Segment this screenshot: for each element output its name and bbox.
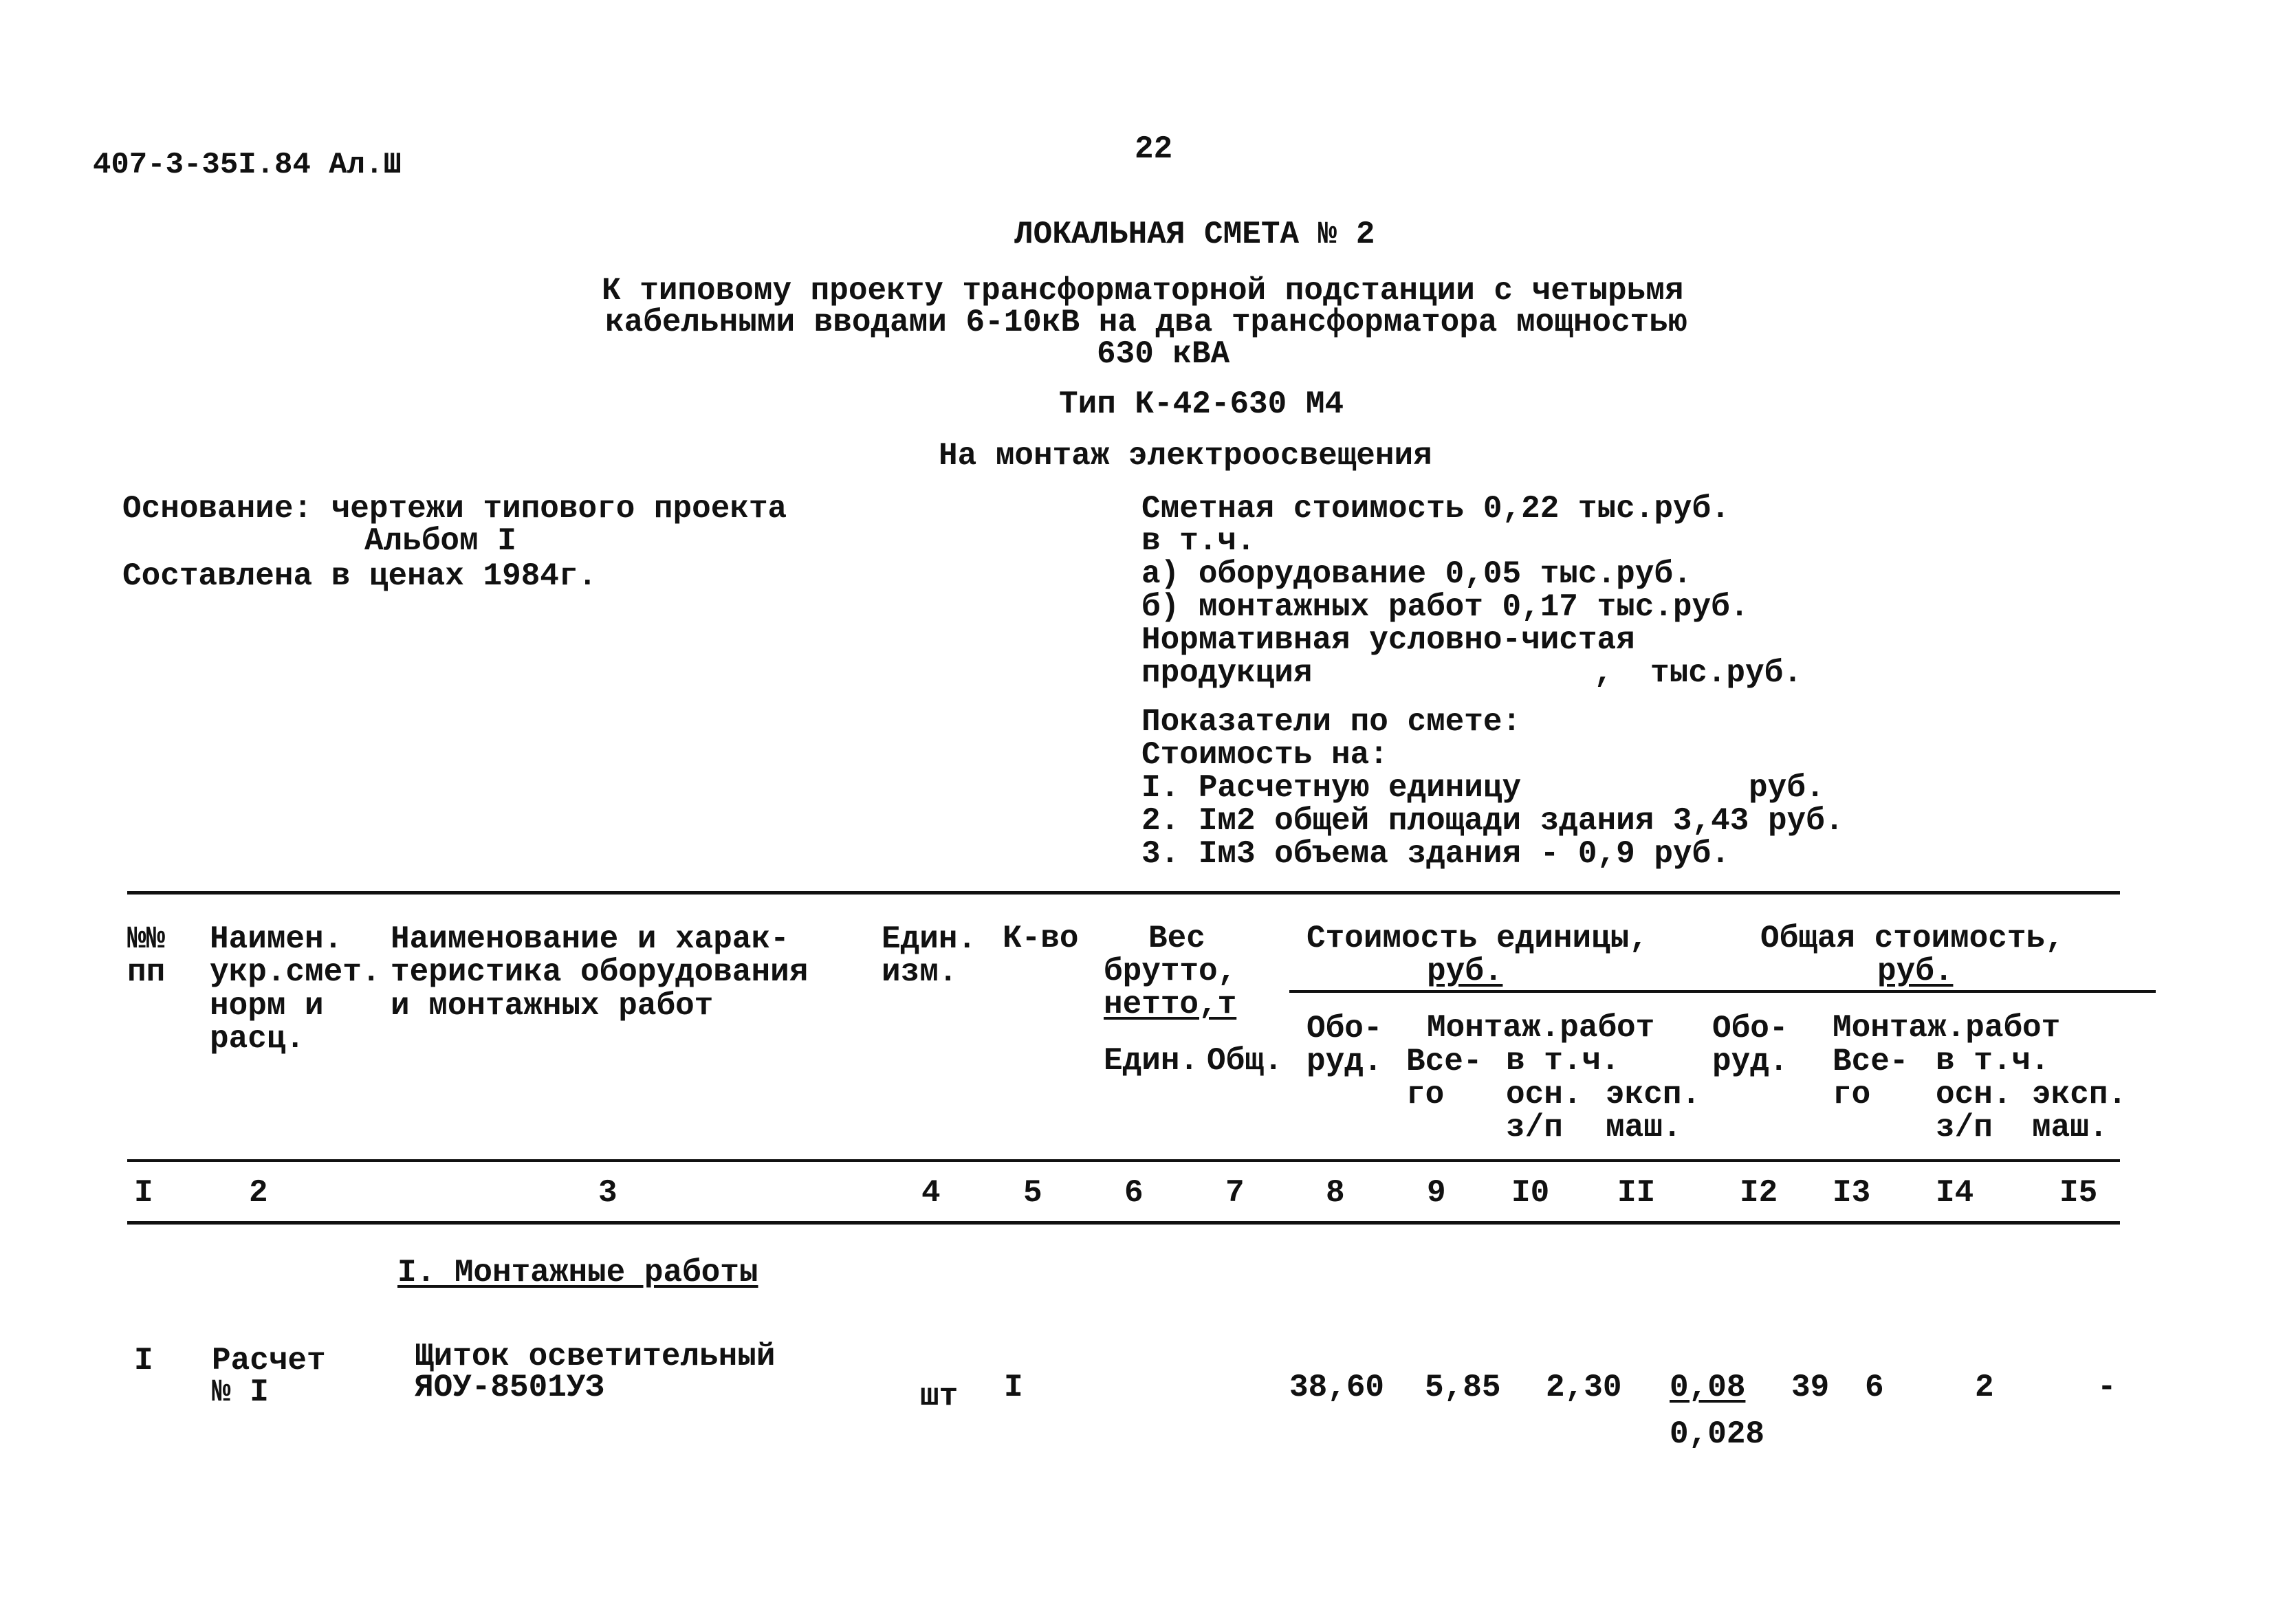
row-equipment-unit-cost: 38,60 [1289, 1370, 1385, 1405]
header-incl-unit: в т.ч. [1506, 1043, 1620, 1079]
header-equipment-total: Обо- руд. [1712, 1011, 1789, 1080]
header-unit: Един. изм. [882, 921, 977, 991]
header-norm-ref: Наимен. укр.смет. норм и расц. [210, 921, 381, 1057]
row-wages-total-cost: 2 [1975, 1370, 1994, 1405]
column-number: 5 [1023, 1175, 1042, 1211]
header-weight-1: Вес [1148, 921, 1205, 956]
header-all-total: Все- го [1833, 1044, 1909, 1113]
header-all-unit: Все- го [1406, 1044, 1483, 1113]
header-machines-total: эксп. маш. [2032, 1077, 2128, 1146]
basis-line-1: Основание: чертежи типового проекта [122, 491, 787, 527]
column-number: 3 [598, 1175, 617, 1211]
row-norm-ref-1: Расчет [212, 1343, 326, 1379]
header-description: Наименование и харак- теристика оборудования и монтажных работ [391, 921, 809, 1024]
header-quantity: К-во [1003, 921, 1079, 956]
basis-line-2: Альбом I [364, 523, 516, 559]
cost-group-rule [1289, 990, 2156, 993]
header-total-cost: Общая стоимость, [1760, 921, 2064, 956]
indicator-1-unit: руб. [1749, 770, 1825, 806]
column-number: I3 [1833, 1175, 1871, 1211]
header-unit-cost: Стоимость единицы, [1307, 921, 1648, 956]
header-wages-unit: осн. з/п [1506, 1077, 1582, 1146]
normative-line-1: Нормативная условно-чистая [1141, 622, 1635, 658]
section-title: I. Монтажные работы [397, 1255, 758, 1291]
header-weight-3: нетто,т [1104, 987, 1237, 1022]
header-incl-total: в т.ч. [1936, 1043, 2050, 1079]
document-title: ЛОКАЛЬНАЯ СМЕТА № 2 [1014, 217, 1375, 252]
indicators-title: Показатели по смете: [1141, 704, 1522, 740]
column-number: II [1617, 1175, 1656, 1211]
row-equipment-total-cost: 39 [1791, 1370, 1830, 1405]
row-description-2: ЯОУ-8501УЗ [415, 1370, 605, 1405]
header-installation-total: Монтаж.работ [1833, 1010, 2061, 1046]
normative-line-2-comma: , [1594, 655, 1613, 691]
cost-on-label: Стоимость на: [1141, 737, 1388, 773]
row-machines-unit-cost-wages: 0,028 [1670, 1416, 1765, 1452]
purpose-line: На монтаж электроосвещения [939, 438, 1432, 474]
header-weight-unit: Един. [1104, 1043, 1199, 1079]
header-weight-2: брутто, [1104, 954, 1237, 989]
header-total-cost-rub: руб. [1877, 954, 1954, 989]
row-installation-total-cost: 6 [1865, 1370, 1884, 1405]
document-reference: 407-3-35I.84 Ал.Ш [93, 148, 402, 182]
normative-line-2-label: продукция [1141, 655, 1313, 691]
column-number: 9 [1427, 1175, 1446, 1211]
type-line: Тип К-42-630 М4 [1059, 386, 1344, 422]
page-number: 22 [1135, 131, 1173, 167]
subtitle-line-3: 630 кВА [1097, 336, 1230, 372]
indicator-1-label: I. Расчетную единицу [1141, 770, 1522, 806]
basis-line-3: Составлена в ценах 1984г. [122, 558, 598, 594]
row-number: I [134, 1343, 153, 1379]
table-top-rule [127, 891, 2120, 895]
indicator-3: 3. Iм3 объема здания - 0,9 руб. [1141, 836, 1730, 872]
cost-including: в т.ч. [1141, 523, 1256, 559]
subtitle-line-2: кабельными вводами 6-10кВ на два трансформатора мощностью [605, 305, 1687, 340]
estimated-cost: Сметная стоимость 0,22 тыс.руб. [1141, 491, 1730, 527]
column-number: 6 [1124, 1175, 1144, 1211]
column-number: I2 [1740, 1175, 1778, 1211]
column-number: I0 [1511, 1175, 1550, 1211]
header-equipment-unit: Обо- руд. [1307, 1011, 1383, 1080]
header-weight-total: Общ. [1207, 1043, 1283, 1079]
column-number: 8 [1326, 1175, 1345, 1211]
column-number: 7 [1225, 1175, 1245, 1211]
header-bottom-rule [127, 1159, 2120, 1162]
header-unit-cost-rub: руб. [1427, 954, 1503, 989]
column-numbers-rule [127, 1221, 2120, 1225]
column-number: I5 [2059, 1175, 2098, 1211]
column-number: I4 [1936, 1175, 1974, 1211]
row-machines-total-cost: - [2097, 1370, 2117, 1405]
header-row-number: №№ пп [127, 921, 166, 991]
row-norm-ref-2: № I [212, 1374, 269, 1410]
row-machines-unit-cost: 0,08 [1670, 1370, 1746, 1405]
indicator-2: 2. Iм2 общей площади здания 3,43 руб. [1141, 803, 1844, 839]
column-number: I [134, 1175, 153, 1211]
cost-installation: б) монтажных работ 0,17 тыс.руб. [1141, 589, 1749, 625]
subtitle-line-1: К типовому проекту трансформаторной подстанции с четырьмя [602, 273, 1684, 309]
row-installation-unit-cost: 5,85 [1425, 1370, 1501, 1405]
row-wages-unit-cost: 2,30 [1546, 1370, 1622, 1405]
column-number: 2 [249, 1175, 268, 1211]
cost-equipment: а) оборудование 0,05 тыс.руб. [1141, 556, 1692, 592]
row-quantity: I [1004, 1370, 1023, 1405]
header-machines-unit: эксп. маш. [1606, 1077, 1701, 1146]
row-description-1: Щиток осветительный [415, 1339, 776, 1374]
column-number: 4 [921, 1175, 941, 1211]
header-wages-total: осн. з/п [1936, 1077, 2012, 1146]
row-unit: шт [920, 1379, 959, 1414]
header-installation-unit: Монтаж.работ [1427, 1010, 1655, 1046]
normative-line-2-unit: тыс.руб. [1650, 655, 1802, 691]
